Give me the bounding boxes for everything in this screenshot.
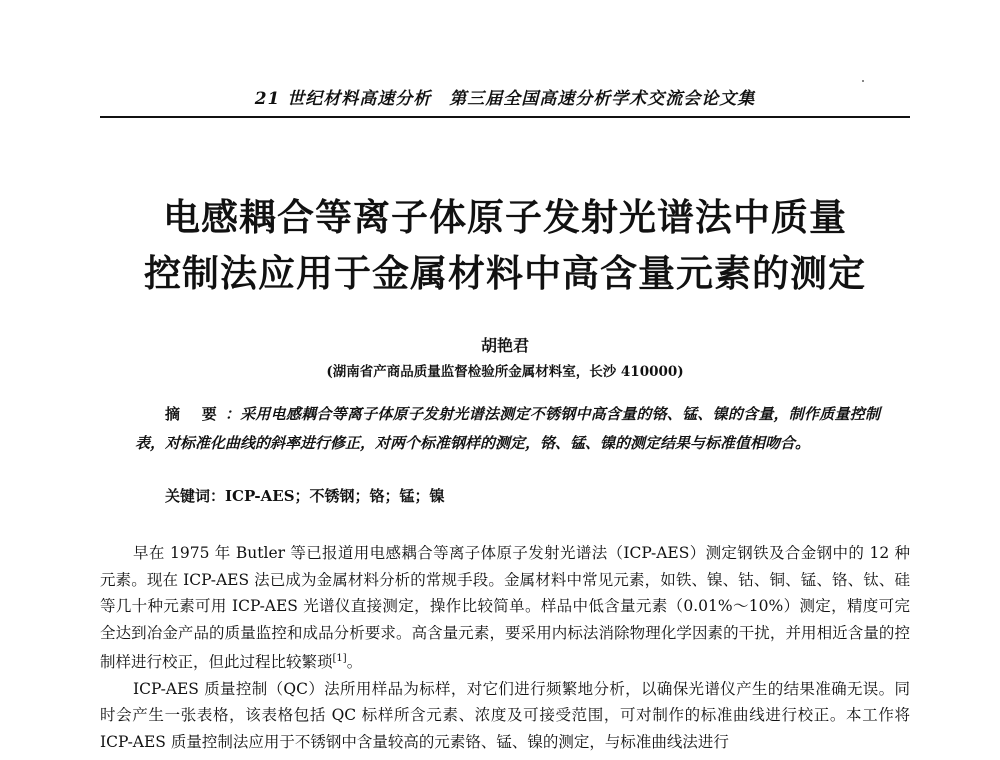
body-paragraph-1-end: 。 [346,653,363,672]
paper-title [80,190,930,302]
author-affiliation: (湖南省产商品质量监督检验所金属材料室，长沙 410000) [326,364,684,380]
title-line-2: 控制法应用于金属材料中高含量元素的测定 [144,252,866,295]
body-paragraph-1-text: 早在 1975 年 Butler 等已报道用电感耦合等离子体原子发射光谱法（ICP-AES）测定钢铁及合金钢中的 12 种元素。现在 ICP-AES 法已成为金属材料分析的常规手段。金属材料中常见元素，如铁、镍、钴、铜、锰、铬、钛、硅等几十种元素可用 ICP-AES 光谱仪直接测定，操作比较简单。样品中低含量元素（0.01%～10%）测定，精度可完全达到冶金产品的质量监控和成品分析要求。高含量元素，要采用内标法消除物理化学因素的干扰，并用相近含量的控制样进行校正，但此过程比较繁琐 [100,544,910,672]
citation-ref: [1] [332,653,347,664]
running-head: 21 世纪材料高速分析 第三届全国高速分析学术交流会论文集 [254,89,756,109]
scan-speck [862,80,864,82]
abstract-label: 摘 要 [165,405,225,423]
keywords-label: 关键词 [165,487,211,505]
abstract [135,400,880,458]
abstract-text: ：采用电感耦合等离子体原子发射光谱法测定不锈钢中高含量的铬、锰、镍的含量，制作质量控制表，对标准化曲线的斜率进行修正，对两个标准钢样的测定，铬、锰、镍的测定结果与标准值相吻合。 [135,405,880,452]
body-paragraph-1 [100,540,910,676]
author-name: 胡艳君 [480,336,529,355]
header-rule [100,116,910,118]
body-text [100,540,910,755]
title-line-1: 电感耦合等离子体原子发射光谱法中质量 [163,196,847,239]
keywords-text: ：ICP-AES；不锈钢；铬；锰；镍 [210,487,445,505]
body-paragraph-2: ICP-AES 质量控制（QC）法所用样品为标样，对它们进行频繁地分析，以确保光谱仪产生的结果准确无误。同时会产生一张表格，该表格包括 QC 标样所含元素、浓度及可接受范围，可对制作的标准曲线进行校正。本工作将 ICP-AES 质量控制法应用于不锈钢中含量较高的元素铬、锰、镍的测定，与标准曲线法进行 [100,679,910,751]
keywords [165,485,880,506]
